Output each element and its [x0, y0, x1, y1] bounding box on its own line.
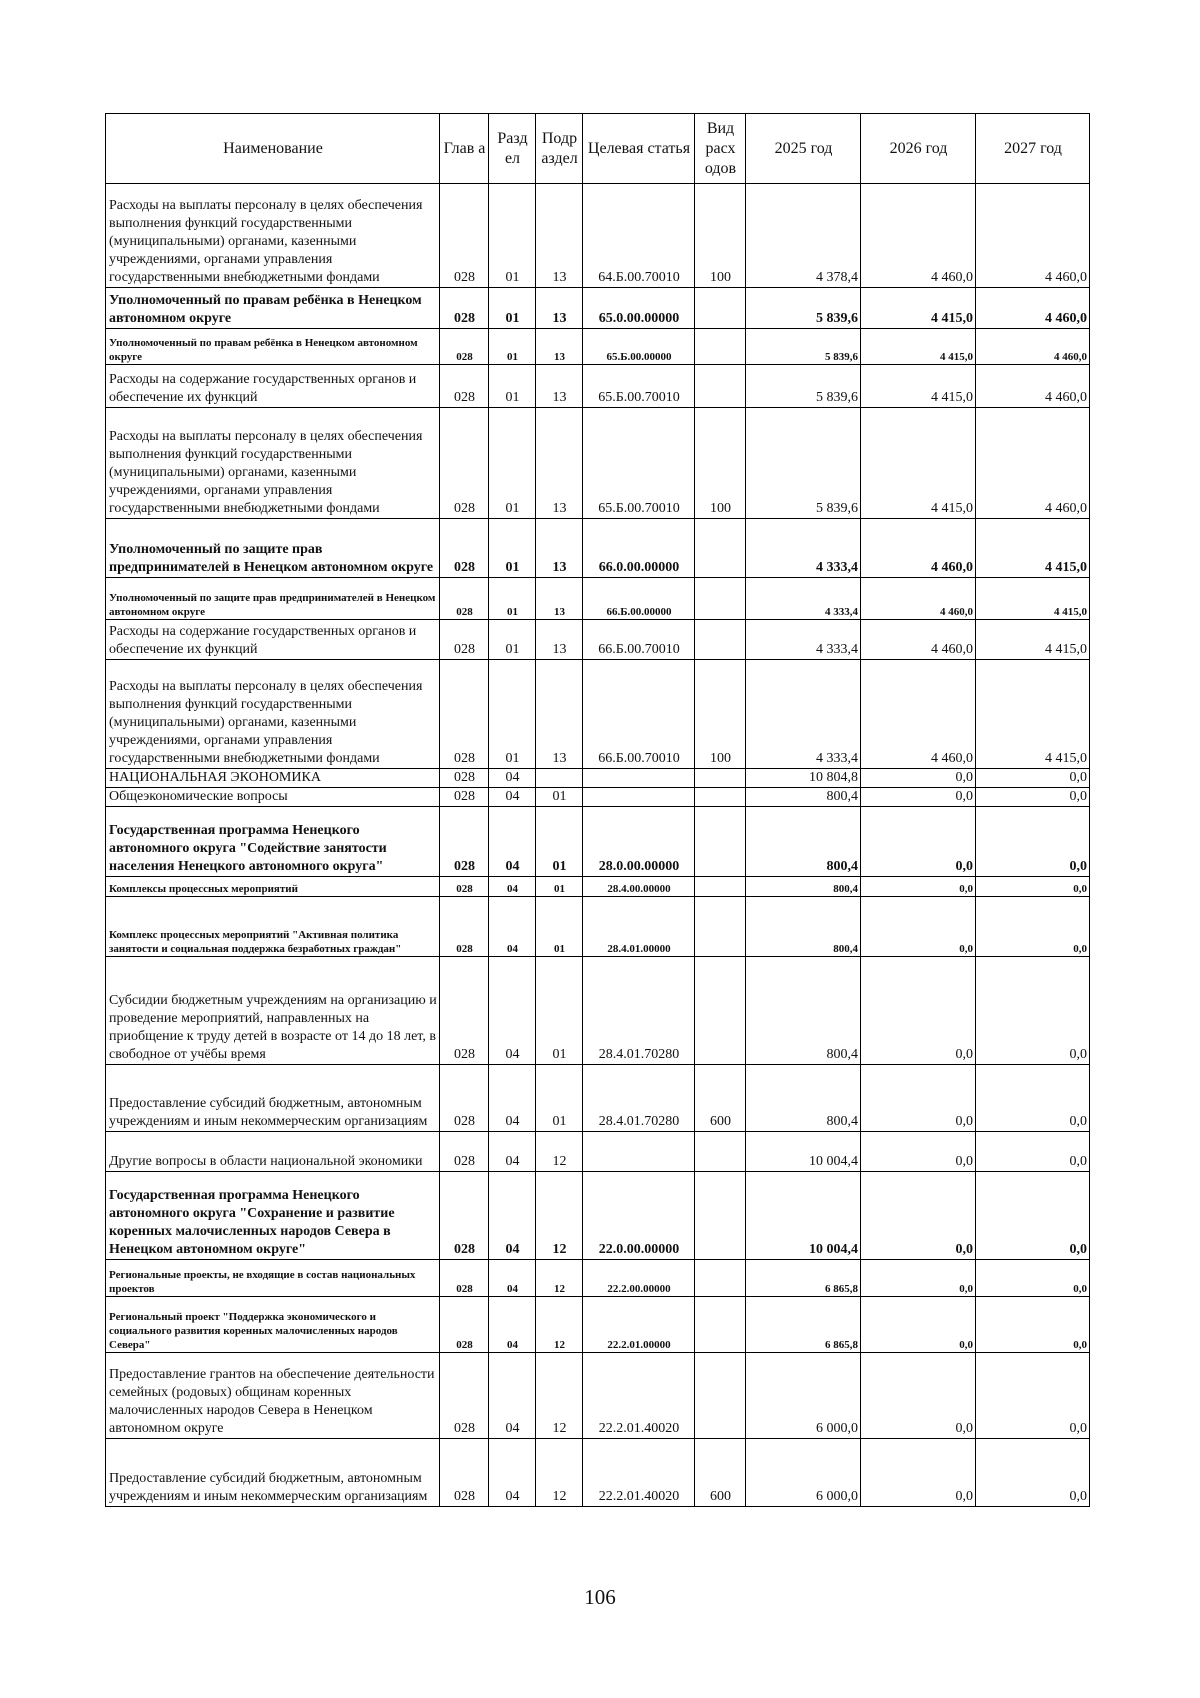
row-podrazdel: 13 — [536, 408, 583, 519]
row-glava: 028 — [440, 620, 489, 660]
table-row — [106, 769, 1090, 788]
row-razdel: 04 — [489, 1172, 536, 1260]
row-2026: 0,0 — [861, 957, 976, 1065]
row-2027: 0,0 — [976, 1439, 1090, 1507]
row-2026: 0,0 — [861, 1172, 976, 1260]
row-2026: 4 415,0 — [861, 288, 976, 329]
header-2026: 2026 год — [861, 114, 976, 184]
row-glava: 028 — [440, 1065, 489, 1132]
row-name: НАЦИОНАЛЬНАЯ ЭКОНОМИКА — [106, 769, 440, 788]
table-row — [106, 1172, 1090, 1260]
row-article: 65.Б.00.00000 — [583, 329, 695, 365]
row-vid — [695, 288, 746, 329]
row-vid: 100 — [695, 408, 746, 519]
row-glava: 028 — [440, 1172, 489, 1260]
row-2025: 800,4 — [746, 807, 861, 877]
row-article: 65.Б.00.70010 — [583, 408, 695, 519]
row-2027: 0,0 — [976, 807, 1090, 877]
row-vid — [695, 1297, 746, 1353]
row-2026: 0,0 — [861, 1065, 976, 1132]
row-razdel: 04 — [489, 1260, 536, 1297]
row-vid — [695, 1353, 746, 1439]
row-podrazdel: 12 — [536, 1297, 583, 1353]
row-2026: 4 415,0 — [861, 365, 976, 408]
row-podrazdel: 13 — [536, 660, 583, 769]
row-name: Общеэкономические вопросы — [106, 788, 440, 807]
row-razdel: 04 — [489, 1353, 536, 1439]
row-vid — [695, 620, 746, 660]
table-row — [106, 1297, 1090, 1353]
row-podrazdel: 12 — [536, 1353, 583, 1439]
row-2026: 0,0 — [861, 897, 976, 957]
row-2025: 6 000,0 — [746, 1439, 861, 1507]
row-2025: 5 839,6 — [746, 408, 861, 519]
row-glava: 028 — [440, 578, 489, 620]
row-glava: 028 — [440, 660, 489, 769]
row-name: Уполномоченный по защите прав предпринимателей в Ненецком автономном округе — [106, 578, 440, 620]
row-razdel: 04 — [489, 897, 536, 957]
row-glava: 028 — [440, 288, 489, 329]
row-glava: 028 — [440, 957, 489, 1065]
row-vid — [695, 877, 746, 897]
row-2027: 4 460,0 — [976, 184, 1090, 288]
table-row — [106, 957, 1090, 1065]
table-row — [106, 620, 1090, 660]
row-2027: 0,0 — [976, 1260, 1090, 1297]
row-article — [583, 788, 695, 807]
row-2027: 4 415,0 — [976, 620, 1090, 660]
row-glava: 028 — [440, 788, 489, 807]
table-row — [106, 519, 1090, 578]
row-2027: 0,0 — [976, 1297, 1090, 1353]
row-name: Расходы на содержание государственных органов и обеспечение их функций — [106, 620, 440, 660]
row-article: 28.4.00.00000 — [583, 877, 695, 897]
row-podrazdel: 12 — [536, 1439, 583, 1507]
row-vid: 600 — [695, 1065, 746, 1132]
row-2026: 4 415,0 — [861, 408, 976, 519]
row-podrazdel: 13 — [536, 620, 583, 660]
header-2025: 2025 год — [746, 114, 861, 184]
row-2026: 0,0 — [861, 788, 976, 807]
row-razdel: 04 — [489, 788, 536, 807]
row-2027: 0,0 — [976, 957, 1090, 1065]
row-2025: 800,4 — [746, 877, 861, 897]
row-vid — [695, 1260, 746, 1297]
row-name: Расходы на выплаты персоналу в целях обеспечения выполнения функций государственными (муниципальными) органами, казенными учреждениями, органами управления государственными внебюджетными фондами — [106, 408, 440, 519]
row-vid — [695, 807, 746, 877]
row-2025: 10 804,8 — [746, 769, 861, 788]
row-razdel: 04 — [489, 1132, 536, 1172]
row-2026: 0,0 — [861, 769, 976, 788]
row-razdel: 04 — [489, 957, 536, 1065]
row-article: 22.2.01.40020 — [583, 1439, 695, 1507]
row-razdel: 01 — [489, 578, 536, 620]
row-glava: 028 — [440, 877, 489, 897]
row-name: Государственная программа Ненецкого автономного округа "Сохранение и развитие коренных малочисленных народов Севера в Ненецком автономном округе" — [106, 1172, 440, 1260]
table-row — [106, 1353, 1090, 1439]
table-header-row — [106, 114, 1090, 184]
row-razdel: 01 — [489, 620, 536, 660]
row-2025: 5 839,6 — [746, 365, 861, 408]
row-name: Региональные проекты, не входящие в состав национальных проектов — [106, 1260, 440, 1297]
row-glava: 028 — [440, 519, 489, 578]
row-article: 28.4.01.70280 — [583, 1065, 695, 1132]
row-name: Комплекс процессных мероприятий "Активная политика занятости и социальная поддержка безработных граждан" — [106, 897, 440, 957]
row-name: Расходы на содержание государственных органов и обеспечение их функций — [106, 365, 440, 408]
row-article — [583, 769, 695, 788]
row-2027: 0,0 — [976, 1065, 1090, 1132]
row-name: Предоставление субсидий бюджетным, автономным учреждениям и иным некоммерческим организациям — [106, 1439, 440, 1507]
row-vid — [695, 897, 746, 957]
row-article: 28.4.01.70280 — [583, 957, 695, 1065]
row-glava: 028 — [440, 807, 489, 877]
row-vid — [695, 957, 746, 1065]
table-row — [106, 365, 1090, 408]
row-2026: 0,0 — [861, 807, 976, 877]
row-name: Уполномоченный по защите прав предпринимателей в Ненецком автономном округе — [106, 519, 440, 578]
row-article: 65.Б.00.70010 — [583, 365, 695, 408]
header-name: Наименование — [106, 114, 440, 184]
row-glava: 028 — [440, 408, 489, 519]
row-name: Расходы на выплаты персоналу в целях обеспечения выполнения функций государственными (муниципальными) органами, казенными учреждениями, органами управления государственными внебюджетными фондами — [106, 660, 440, 769]
header-razdel: Разд ел — [489, 114, 536, 184]
table-row — [106, 1439, 1090, 1507]
table-row — [106, 897, 1090, 957]
row-name: Другие вопросы в области национальной экономики — [106, 1132, 440, 1172]
row-2025: 4 333,4 — [746, 519, 861, 578]
row-2027: 0,0 — [976, 877, 1090, 897]
row-razdel: 04 — [489, 807, 536, 877]
row-2026: 4 460,0 — [861, 620, 976, 660]
row-2026: 0,0 — [861, 1439, 976, 1507]
row-2027: 0,0 — [976, 1132, 1090, 1172]
header-podrazdel: Подр аздел — [536, 114, 583, 184]
header-article: Целевая статья — [583, 114, 695, 184]
row-glava: 028 — [440, 329, 489, 365]
table-row — [106, 184, 1090, 288]
row-2025: 4 378,4 — [746, 184, 861, 288]
row-razdel: 04 — [489, 1297, 536, 1353]
row-article: 22.2.01.00000 — [583, 1297, 695, 1353]
row-podrazdel: 13 — [536, 329, 583, 365]
row-razdel: 01 — [489, 288, 536, 329]
row-name: Предоставление субсидий бюджетным, автономным учреждениям и иным некоммерческим организациям — [106, 1065, 440, 1132]
row-article — [583, 1132, 695, 1172]
row-podrazdel: 01 — [536, 788, 583, 807]
row-vid — [695, 329, 746, 365]
row-2025: 6 000,0 — [746, 1353, 861, 1439]
row-name: Субсидии бюджетным учреждениям на организацию и проведение мероприятий, направленных на приобщение к труду детей в возрасте от 14 до 18 лет, в свободное от учёбы время — [106, 957, 440, 1065]
row-name: Предоставление грантов на обеспечение деятельности семейных (родовых) общинам коренных малочисленных народов Севера в Ненецком автономном округе — [106, 1353, 440, 1439]
row-vid — [695, 578, 746, 620]
row-2026: 4 460,0 — [861, 519, 976, 578]
row-vid — [695, 365, 746, 408]
row-podrazdel: 01 — [536, 957, 583, 1065]
row-podrazdel — [536, 769, 583, 788]
row-razdel: 01 — [489, 329, 536, 365]
row-vid — [695, 1132, 746, 1172]
row-2027: 0,0 — [976, 1353, 1090, 1439]
row-glava: 028 — [440, 1260, 489, 1297]
table-row — [106, 329, 1090, 365]
row-2027: 4 415,0 — [976, 578, 1090, 620]
row-2025: 4 333,4 — [746, 620, 861, 660]
row-article: 28.4.01.00000 — [583, 897, 695, 957]
row-2026: 4 415,0 — [861, 329, 976, 365]
row-name: Комплексы процессных мероприятий — [106, 877, 440, 897]
row-2025: 800,4 — [746, 1065, 861, 1132]
row-2027: 0,0 — [976, 788, 1090, 807]
row-2026: 0,0 — [861, 1260, 976, 1297]
page-number: 106 — [584, 1585, 616, 1609]
row-2026: 4 460,0 — [861, 184, 976, 288]
row-vid — [695, 769, 746, 788]
row-2025: 4 333,4 — [746, 578, 861, 620]
row-razdel: 01 — [489, 184, 536, 288]
row-article: 22.2.00.00000 — [583, 1260, 695, 1297]
row-podrazdel: 13 — [536, 365, 583, 408]
row-razdel: 04 — [489, 877, 536, 897]
row-podrazdel: 12 — [536, 1260, 583, 1297]
row-2025: 10 004,4 — [746, 1132, 861, 1172]
row-2026: 4 460,0 — [861, 660, 976, 769]
row-2025: 5 839,6 — [746, 288, 861, 329]
row-2025: 800,4 — [746, 957, 861, 1065]
row-podrazdel: 13 — [536, 184, 583, 288]
row-glava: 028 — [440, 769, 489, 788]
row-glava: 028 — [440, 1297, 489, 1353]
table-row — [106, 1065, 1090, 1132]
row-2027: 0,0 — [976, 1172, 1090, 1260]
row-razdel: 01 — [489, 365, 536, 408]
table-row — [106, 408, 1090, 519]
row-vid — [695, 788, 746, 807]
header-2027: 2027 год — [976, 114, 1090, 184]
row-podrazdel: 01 — [536, 807, 583, 877]
row-2026: 0,0 — [861, 877, 976, 897]
row-2026: 4 460,0 — [861, 578, 976, 620]
row-glava: 028 — [440, 1439, 489, 1507]
row-name: Расходы на выплаты персоналу в целях обеспечения выполнения функций государственными (муниципальными) органами, казенными учреждениями, органами управления государственными внебюджетными фондами — [106, 184, 440, 288]
row-2025: 800,4 — [746, 897, 861, 957]
row-glava: 028 — [440, 1353, 489, 1439]
row-2025: 800,4 — [746, 788, 861, 807]
table-row — [106, 660, 1090, 769]
row-article: 22.0.00.00000 — [583, 1172, 695, 1260]
row-vid — [695, 519, 746, 578]
row-razdel: 04 — [489, 1439, 536, 1507]
row-2027: 4 460,0 — [976, 288, 1090, 329]
row-razdel: 04 — [489, 1065, 536, 1132]
row-article: 66.Б.00.00000 — [583, 578, 695, 620]
row-2027: 4 460,0 — [976, 408, 1090, 519]
row-glava: 028 — [440, 184, 489, 288]
row-article: 22.2.01.40020 — [583, 1353, 695, 1439]
row-vid — [695, 1172, 746, 1260]
row-2027: 4 460,0 — [976, 365, 1090, 408]
row-2025: 6 865,8 — [746, 1297, 861, 1353]
row-razdel: 01 — [489, 660, 536, 769]
row-vid: 100 — [695, 184, 746, 288]
row-name: Государственная программа Ненецкого автономного округа "Содействие занятости населения Ненецкого автономного округа" — [106, 807, 440, 877]
row-podrazdel: 12 — [536, 1132, 583, 1172]
table-row — [106, 1260, 1090, 1297]
row-article: 64.Б.00.70010 — [583, 184, 695, 288]
table-row — [106, 1132, 1090, 1172]
row-podrazdel: 13 — [536, 578, 583, 620]
row-razdel: 01 — [489, 408, 536, 519]
header-vid: Вид расх одов — [695, 114, 746, 184]
row-article: 66.Б.00.70010 — [583, 620, 695, 660]
header-glava: Глав а — [440, 114, 489, 184]
row-2027: 4 460,0 — [976, 329, 1090, 365]
row-2026: 0,0 — [861, 1353, 976, 1439]
row-name: Уполномоченный по правам ребёнка в Ненецком автономном округе — [106, 329, 440, 365]
row-glava: 028 — [440, 897, 489, 957]
row-2026: 0,0 — [861, 1132, 976, 1172]
row-razdel: 04 — [489, 769, 536, 788]
row-podrazdel: 12 — [536, 1172, 583, 1260]
table-row — [106, 788, 1090, 807]
row-glava: 028 — [440, 1132, 489, 1172]
row-glava: 028 — [440, 365, 489, 408]
row-podrazdel: 13 — [536, 288, 583, 329]
row-article: 28.0.00.00000 — [583, 807, 695, 877]
table-row — [106, 578, 1090, 620]
table-row — [106, 288, 1090, 329]
row-vid: 600 — [695, 1439, 746, 1507]
row-article: 66.Б.00.70010 — [583, 660, 695, 769]
row-article: 66.0.00.00000 — [583, 519, 695, 578]
row-2027: 4 415,0 — [976, 660, 1090, 769]
row-2025: 10 004,4 — [746, 1172, 861, 1260]
row-podrazdel: 01 — [536, 1065, 583, 1132]
row-podrazdel: 01 — [536, 897, 583, 957]
row-2027: 4 415,0 — [976, 519, 1090, 578]
table-row — [106, 807, 1090, 877]
row-2025: 5 839,6 — [746, 329, 861, 365]
row-2027: 0,0 — [976, 769, 1090, 788]
row-vid: 100 — [695, 660, 746, 769]
row-2025: 4 333,4 — [746, 660, 861, 769]
row-2027: 0,0 — [976, 897, 1090, 957]
row-2025: 6 865,8 — [746, 1260, 861, 1297]
row-razdel: 01 — [489, 519, 536, 578]
row-2026: 0,0 — [861, 1297, 976, 1353]
row-name: Региональный проект "Поддержка экономического и социального развития коренных малочисленных народов Севера" — [106, 1297, 440, 1353]
table-row — [106, 877, 1090, 897]
row-article: 65.0.00.00000 — [583, 288, 695, 329]
row-name: Уполномоченный по правам ребёнка в Ненецком автономном округе — [106, 288, 440, 329]
budget-table — [105, 113, 1090, 1507]
row-podrazdel: 01 — [536, 877, 583, 897]
row-podrazdel: 13 — [536, 519, 583, 578]
